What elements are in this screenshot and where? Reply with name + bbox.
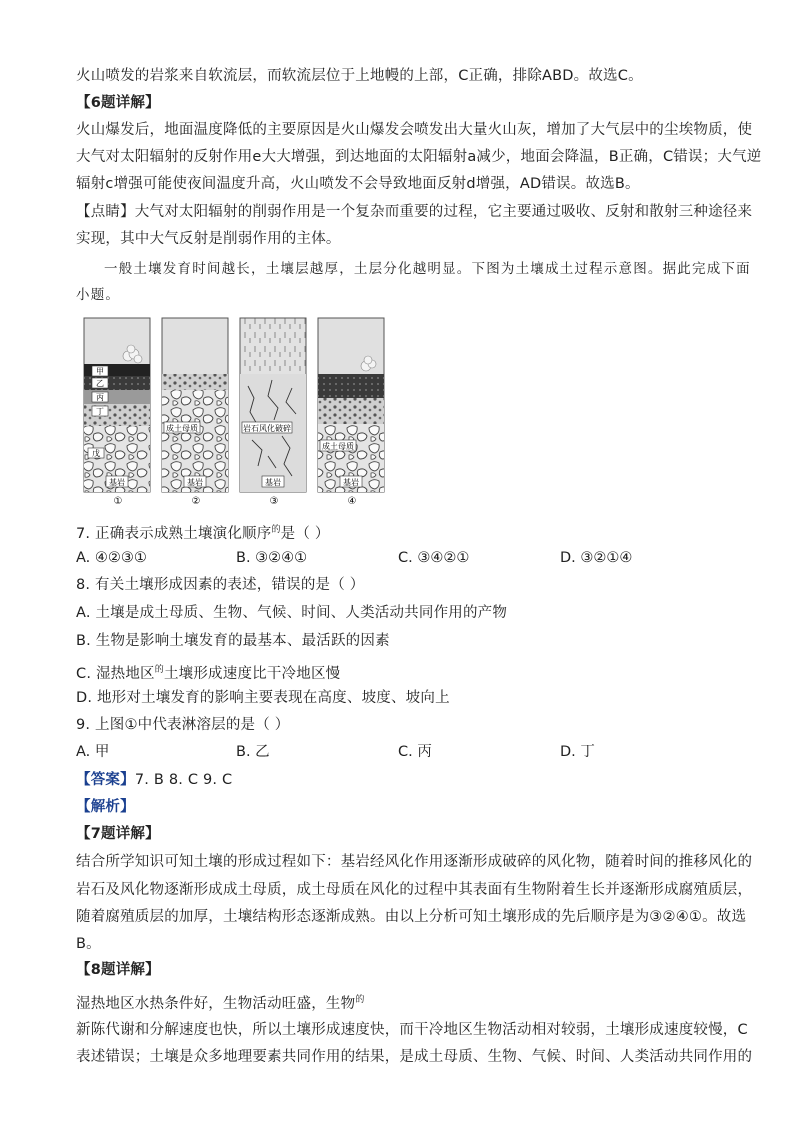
parent-material-label: 成土母质 [322,442,354,451]
q9-option-b: B. 乙 [236,744,270,760]
section-heading-q7: 【7题详解】 [76,826,160,842]
text-line [76,990,726,1014]
q7-option-d: D. ③②①④ [560,550,633,566]
q9-option-d: D. 丁 [560,744,595,760]
layer-label-bing: 丙 [96,393,104,402]
text-line: 火山爆发后，地面温度降低的主要原因是火山爆发会喷发出大量火山灰，增加了大气层中的尘埃物质，使 [76,122,753,138]
option-text: C. 湿热地区 [76,666,155,682]
q8-option-c [76,660,726,684]
soil-column-4 [318,318,384,492]
layer-label-ding: 丁 [96,407,104,416]
text-line: 表述错误；土壤是众多地理要素共同作用的结果，是成土母质、生物、气候、时间、人类活动共同作用的 [76,1049,753,1065]
superscript: 的 [154,665,164,675]
key-point-line: 【点睛】大气对太阳辐射的削弱作用是一个复杂而重要的过程，它主要通过吸收、反射和散射三种途径来 [76,204,753,220]
section-heading-q8: 【8题详解】 [76,962,160,978]
q9-option-c: C. 丙 [398,744,432,760]
layer-label-yi: 乙 [96,379,104,388]
q8-option-b: B. 生物是影响土壤发育的最基本、最活跃的因素 [76,633,390,649]
soil-column-3 [240,318,306,492]
question-7-text: 是（ ） [280,526,330,542]
bedrock-label: 基岩 [343,478,359,487]
question-9-stem: 9. 上图①中代表淋溶层的是（ ） [76,717,290,733]
text-line: 随着腐殖质层的加厚，土壤结构形态逐渐成熟。由以上分析可知土壤形成的先后顺序是为③②④①。故选 [76,909,747,925]
section-heading-q6: 【6题详解】 [76,95,160,111]
soil-formation-figure [82,316,386,508]
parent-material-label: 成土母质 [166,424,198,433]
question-7-text: 7. 正确表示成熟土壤演化顺序 [76,526,272,542]
answer-label: 【答案】 [76,772,135,788]
question-7-stem [76,520,726,544]
text-line: 新陈代谢和分解速度也快，所以土壤形成速度快，而干冷地区生物活动相对较弱，土壤形成速度较慢，C [76,1022,748,1038]
text-line: 辐射c增强可能使夜间温度升高，火山喷发不会导致地面反射d增强，AD错误。故选B。 [76,176,640,192]
layer-label-jia: 甲 [96,367,104,376]
column-number: ③ [269,496,279,507]
q7-option-a: A. ④②③① [76,550,147,566]
text-line: B。 [76,936,101,952]
q7-option-c: C. ③④②① [398,550,470,566]
column-number: ① [113,496,123,507]
option-text: 土壤形成速度比干冷地区慢 [163,666,341,682]
bedrock-label: 基岩 [187,478,203,487]
analysis-label: 【解析】 [76,799,135,815]
text-line: 实现，其中大气反射是削弱作用的主体。 [76,231,341,247]
text-fragment: 湿热地区水热条件好，生物活动旺盛，生物 [76,996,356,1012]
question-intro: 小题。 [76,287,121,303]
answer-line [76,770,726,790]
answer-text: 7. B 8. C 9. C [134,772,233,788]
text-line: 结合所学知识可知土壤的形成过程如下：基岩经风化作用逐渐形成破碎的风化物，随着时间的推移风化的 [76,854,753,870]
column-number: ④ [347,496,357,507]
soil-column-2 [162,318,228,492]
q9-option-a: A. 甲 [76,744,110,760]
question-intro: 一般土壤发育时间越长，土壤层越厚，土层分化越明显。下图为土壤成土过程示意图。据此完成下面 [104,261,751,277]
question-8-stem: 8. 有关土壤形成因素的表述，错误的是（ ） [76,577,365,593]
weathering-label: 岩石风化破碎 [243,424,291,433]
column-number: ② [191,496,201,507]
q7-option-b: B. ③②④① [236,550,308,566]
bedrock-label: 基岩 [109,478,125,487]
superscript: 的 [271,525,281,535]
bedrock-label: 基岩 [265,478,281,487]
text-line: 岩石及风化物逐渐形成成土母质，成土母质在风化的过程中其表面有生物附着生长并逐渐形成腐殖质层， [76,882,753,898]
soil-column-1 [84,318,150,492]
text-line: 大气对太阳辐射的反射作用e大大增强，到达地面的太阳辐射a减少，地面会降温，B正确，C错误；大气逆 [76,149,762,165]
superscript: 的 [355,995,365,1005]
q8-option-a: A. 土壤是成土母质、生物、气候、时间、人类活动共同作用的产物 [76,605,508,621]
q8-option-d: D. 地形对土壤发育的影响主要表现在高度、坡度、坡向上 [76,690,450,706]
text-line: 火山喷发的岩浆来自软流层，而软流层位于上地幔的上部，C正确，排除ABD。故选C。 [76,68,643,84]
layer-label-wu: 戊 [92,449,100,458]
